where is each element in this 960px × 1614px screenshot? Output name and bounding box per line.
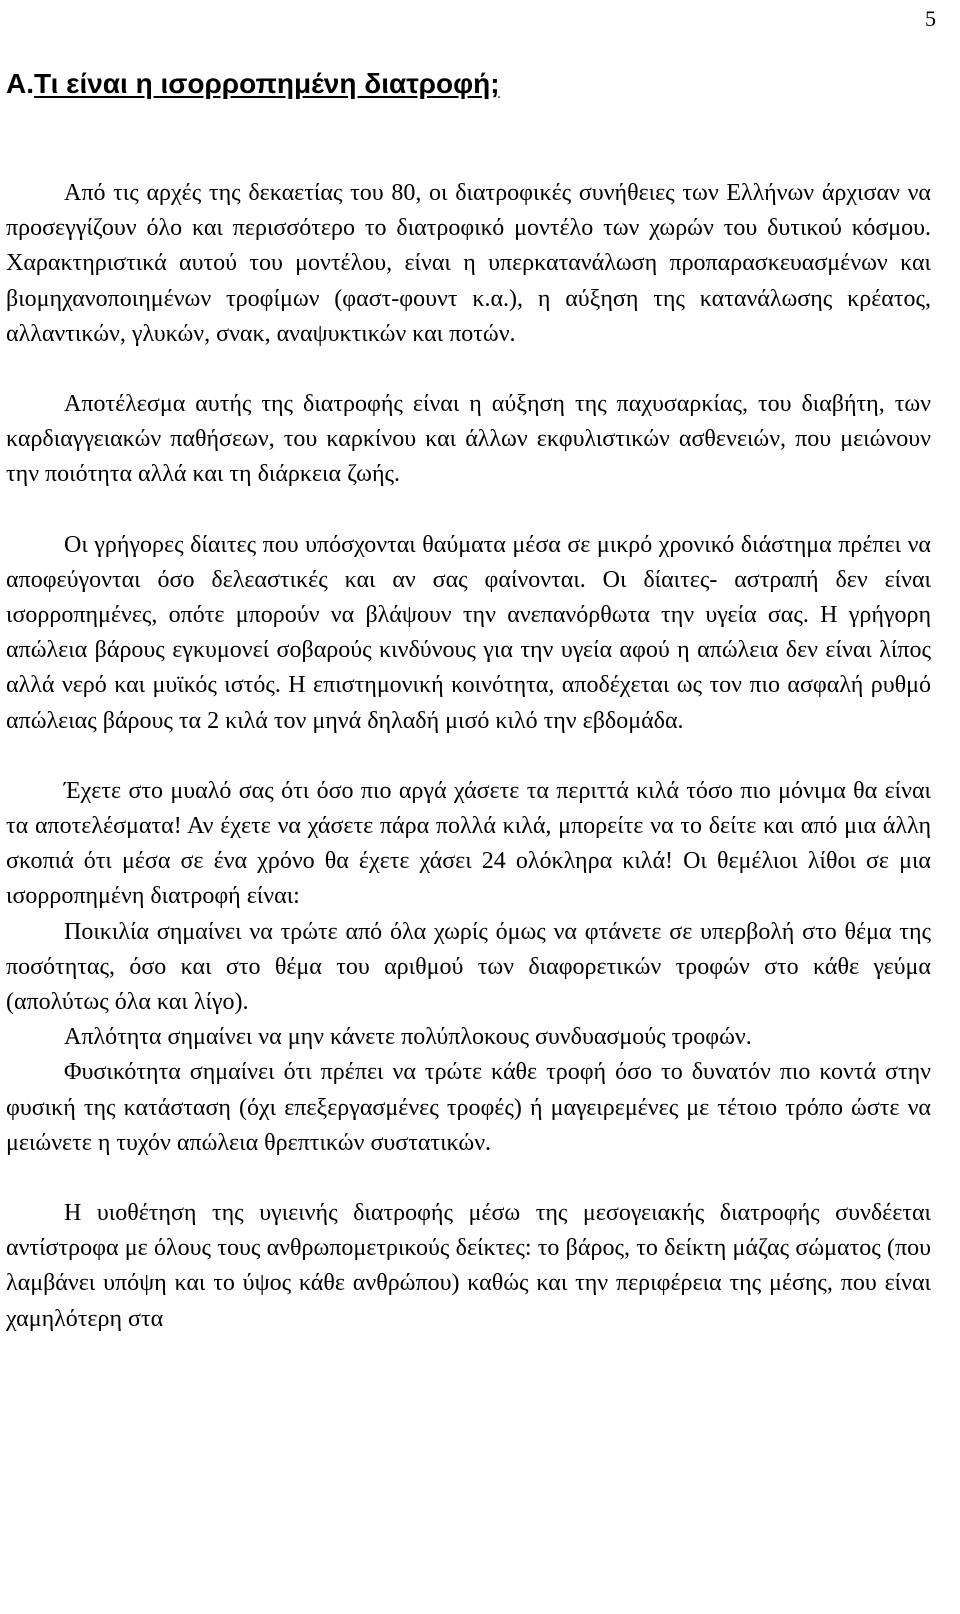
paragraph-dietary-habits: Από τις αρχές της δεκαετίας του 80, οι διατροφικές συνήθειες των Ελλήνων άρχισαν να προσεγγίζουν όλο και περισσότερο το διατροφικό μοντέλο των χωρών του δυτικού κόσμου. Χαρακτηριστικά αυτού του μοντέλου, είναι η υπερκατανάλωση προπαρασκευασμένων και βιομηχανοποιημένων τροφίμων (φαστ-φουντ κ.α.), η αύξηση της κατανάλωσης κρέατος, αλλαντικών, γλυκών, σνακ, αναψυκτικών και ποτών. — [6, 180, 931, 347]
paragraph-naturalness: Φυσικότητα σημαίνει ότι πρέπει να τρώτε κάθε τροφή όσο το δυνατόν πιο κοντά στην φυσική της κατάσταση (όχι επεξεργασμένες τροφές) ή μαγειρεμένες με τέτοιο τρόπο ώστε να μειώνετε η τυχόν απώλεια θρεπτικών συστατικών. — [6, 1059, 931, 1156]
paragraph-slow-loss: Έχετε στο μυαλό σας ότι όσο πιο αργά χάσετε τα περιττά κιλά τόσο πιο μόνιμα θα είναι τα αποτελέσματα! Αν έχετε να χάσετε πάρα πολλά κιλά, μπορείτε να το δείτε και από μια άλλη σκοπιά ότι μέσα σε ένα χρόνο θα έχετε χάσει 24 ολόκληρα κιλά! Οι θεμέλιοι λίθοι σε μια ισορροπημένη διατροφή είναι: — [6, 777, 931, 910]
section-title: Τι είναι η ισορροπημένη διατροφή; — [34, 68, 500, 99]
section-prefix: Α. — [6, 68, 34, 99]
paragraph-consequences: Αποτέλεσμα αυτής της διατροφής είναι η αύξηση της παχυσαρκίας, του διαβήτη, των καρδιαγγειακών παθήσεων, του καρκίνου και άλλων εκφυλιστικών ασθενειών, που μειώνουν την ποιότητα αλλά και τη διάρκεια ζωής. — [6, 391, 931, 488]
paragraph-mediterranean: Η υιοθέτηση της υγιεινής διατροφής μέσω της μεσογειακής διατροφής συνδέεται αντίστροφα με όλους τους ανθρωπομετρικούς δείκτες: το βάρος, το δείκτη μάζας σώματος (που λαμβάνει υπόψη και το ύψος κάθε ανθρώπου) καθώς και την περιφέρεια της μέσης, που είναι χαμηλότερη στα — [6, 1200, 931, 1332]
page-number: 5 — [925, 6, 936, 31]
section-heading — [6, 68, 500, 100]
body-text — [6, 176, 931, 1337]
paragraph-fast-diets: Οι γρήγορες δίαιτες που υπόσχονται θαύματα μέσα σε μικρό χρονικό διάστημα πρέπει να αποφεύγονται όσο δελεαστικές και αν σας φαίνονται. Οι δίαιτες- αστραπή δεν είναι ισορροπημένες, οπότε μπορούν να βλάψουν την ανεπανόρθωτα την υγεία σας. Η γρήγορη απώλεια βάρους εγκυμονεί σοβαρούς κινδύνους για την υγεία αφού η απώλεια δεν είναι λίπος αλλά νερό και μυϊκός ιστός. Η επιστημονική κοινότητα, αποδέχεται ως τον πιο ασφαλή ρυθμό απώλειας βάρους τα 2 κιλά τον μηνά δηλαδή μισό κιλό την εβδομάδα. — [6, 531, 931, 734]
paragraph-variety: Ποικιλία σημαίνει να τρώτε από όλα χωρίς όμως να φτάνετε σε υπερβολή στο θέμα της ποσότητας, όσο και στο θέμα του αριθμού των διαφορετικών τροφών στο κάθε γεύμα (απολύτως όλα και λίγο). — [6, 918, 931, 1016]
paragraph-simplicity: Απλότητα σημαίνει να μην κάνετε πολύπλοκους συνδυασμούς τροφών. — [64, 1024, 752, 1051]
